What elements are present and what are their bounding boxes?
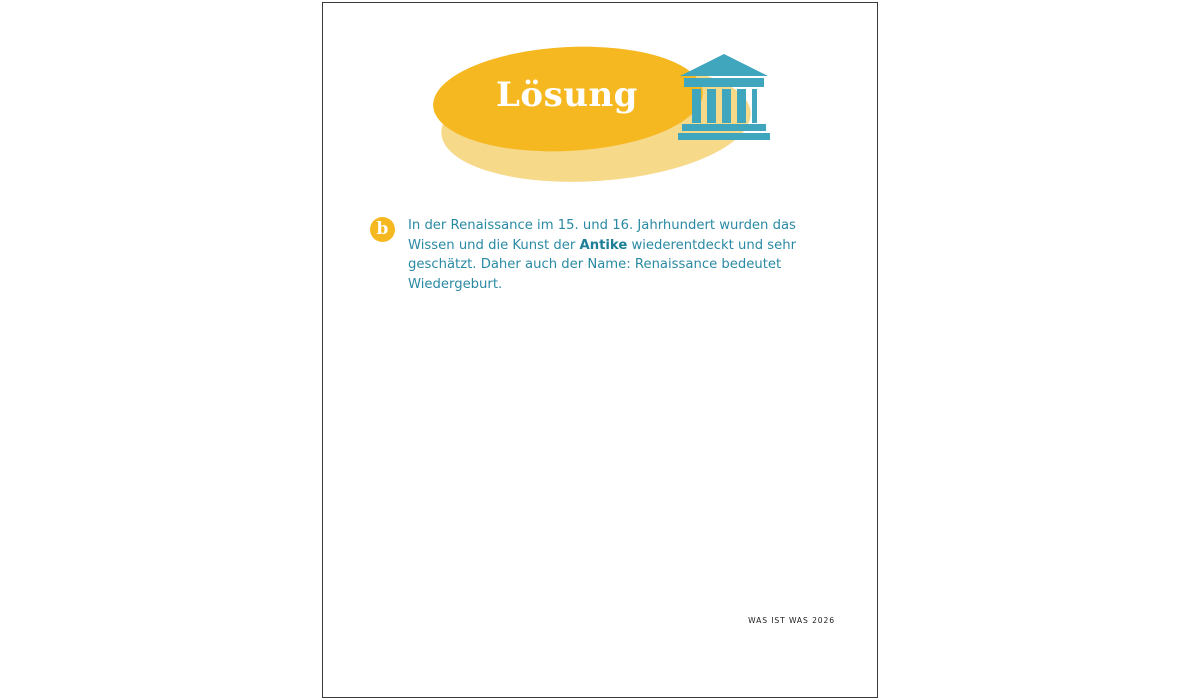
answer-text-emphasis: Antike	[579, 237, 628, 253]
classical-temple-icon	[676, 50, 772, 142]
header-banner	[433, 33, 783, 188]
answer-bullet-badge: b	[370, 217, 395, 242]
answer-block	[370, 216, 810, 294]
document-sheet	[322, 2, 878, 698]
footer-credit: WAS IST WAS 2026	[748, 616, 835, 625]
answer-text-part-2: wiederentdeckt und sehr geschätzt. Daher auch der Name: Renaissance bedeutet Wiedergeburt.	[408, 237, 797, 292]
banner-title: Lösung	[496, 75, 638, 115]
answer-text-part-1: In der Renaissance im 15. und 16. Jahrhundert wurden das Wissen und die Kunst der	[408, 218, 796, 253]
answer-text	[408, 216, 808, 294]
